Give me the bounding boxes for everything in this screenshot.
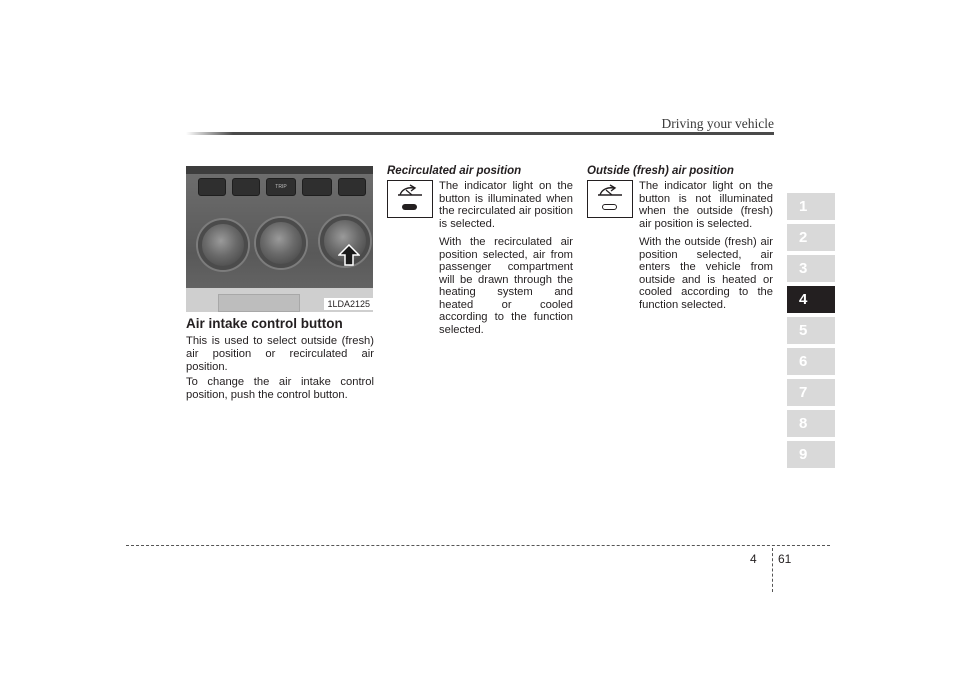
- indicator-light-off: [602, 204, 617, 210]
- mode-knob: [256, 218, 306, 268]
- climate-control-photo: [186, 166, 373, 312]
- fresh-title: Outside (fresh) air position: [587, 165, 734, 177]
- photo-top-strip: [186, 166, 373, 174]
- chapter-tab-5[interactable]: 5: [787, 317, 835, 344]
- chapter-tab-1[interactable]: 1: [787, 193, 835, 220]
- page-number-separator: [772, 548, 773, 592]
- recirculate-icon: [387, 180, 433, 218]
- section-paragraph: This is used to select outside (fresh) air position or recirculated air position.: [186, 335, 374, 373]
- photo-button: [232, 178, 260, 196]
- section-paragraph: To change the air intake control position, push the control button.: [186, 376, 374, 401]
- recirculated-paragraph: The indicator light on the button is illuminated when the recirculated air position is selected.: [439, 180, 573, 230]
- fresh-paragraph: The indicator light on the button is not illuminated when the outside (fresh) air position is selected.: [639, 180, 773, 230]
- photo-trip-label: TRIP: [275, 184, 287, 190]
- arrow-up-icon: [338, 244, 360, 266]
- chapter-tabs: [787, 193, 835, 472]
- header-rule: [186, 132, 774, 135]
- photo-slot: [218, 294, 300, 312]
- photo-button: [266, 178, 296, 196]
- indicator-light-on: [402, 204, 417, 210]
- chapter-tab-4[interactable]: 4: [787, 286, 835, 313]
- photo-button: [338, 178, 366, 196]
- running-header: Driving your vehicle: [661, 116, 774, 131]
- fan-speed-knob: [198, 220, 248, 270]
- fresh-text: [639, 180, 773, 317]
- recirculated-paragraph: With the recirculated air position selected, air from passenger compartment will be drawn through the heating system and heated or cooled according to the function selected.: [439, 236, 573, 336]
- photo-button: [302, 178, 332, 196]
- fresh-paragraph: With the outside (fresh) air position selected, air enters the vehicle from outside and is heated or cooled according to the function selected.: [639, 236, 773, 311]
- figure-label: 1LDA2125: [324, 298, 373, 310]
- photo-button: [198, 178, 226, 196]
- chapter-tab-8[interactable]: 8: [787, 410, 835, 437]
- fresh-air-icon-box: [587, 180, 633, 218]
- section-title: Air intake control button: [186, 316, 343, 331]
- recirculated-text: [439, 180, 573, 342]
- chapter-tab-3[interactable]: 3: [787, 255, 835, 282]
- recirculation-icon: [388, 181, 432, 203]
- page-number: 61: [778, 552, 792, 566]
- chapter-tab-7[interactable]: 7: [787, 379, 835, 406]
- recirculated-title: Recirculated air position: [387, 165, 522, 177]
- chapter-number: 4: [750, 552, 757, 566]
- chapter-tab-6[interactable]: 6: [787, 348, 835, 375]
- fresh-air-icon: [588, 181, 632, 203]
- footer-rule: [126, 545, 830, 546]
- chapter-tab-9[interactable]: 9: [787, 441, 835, 468]
- chapter-tab-2[interactable]: 2: [787, 224, 835, 251]
